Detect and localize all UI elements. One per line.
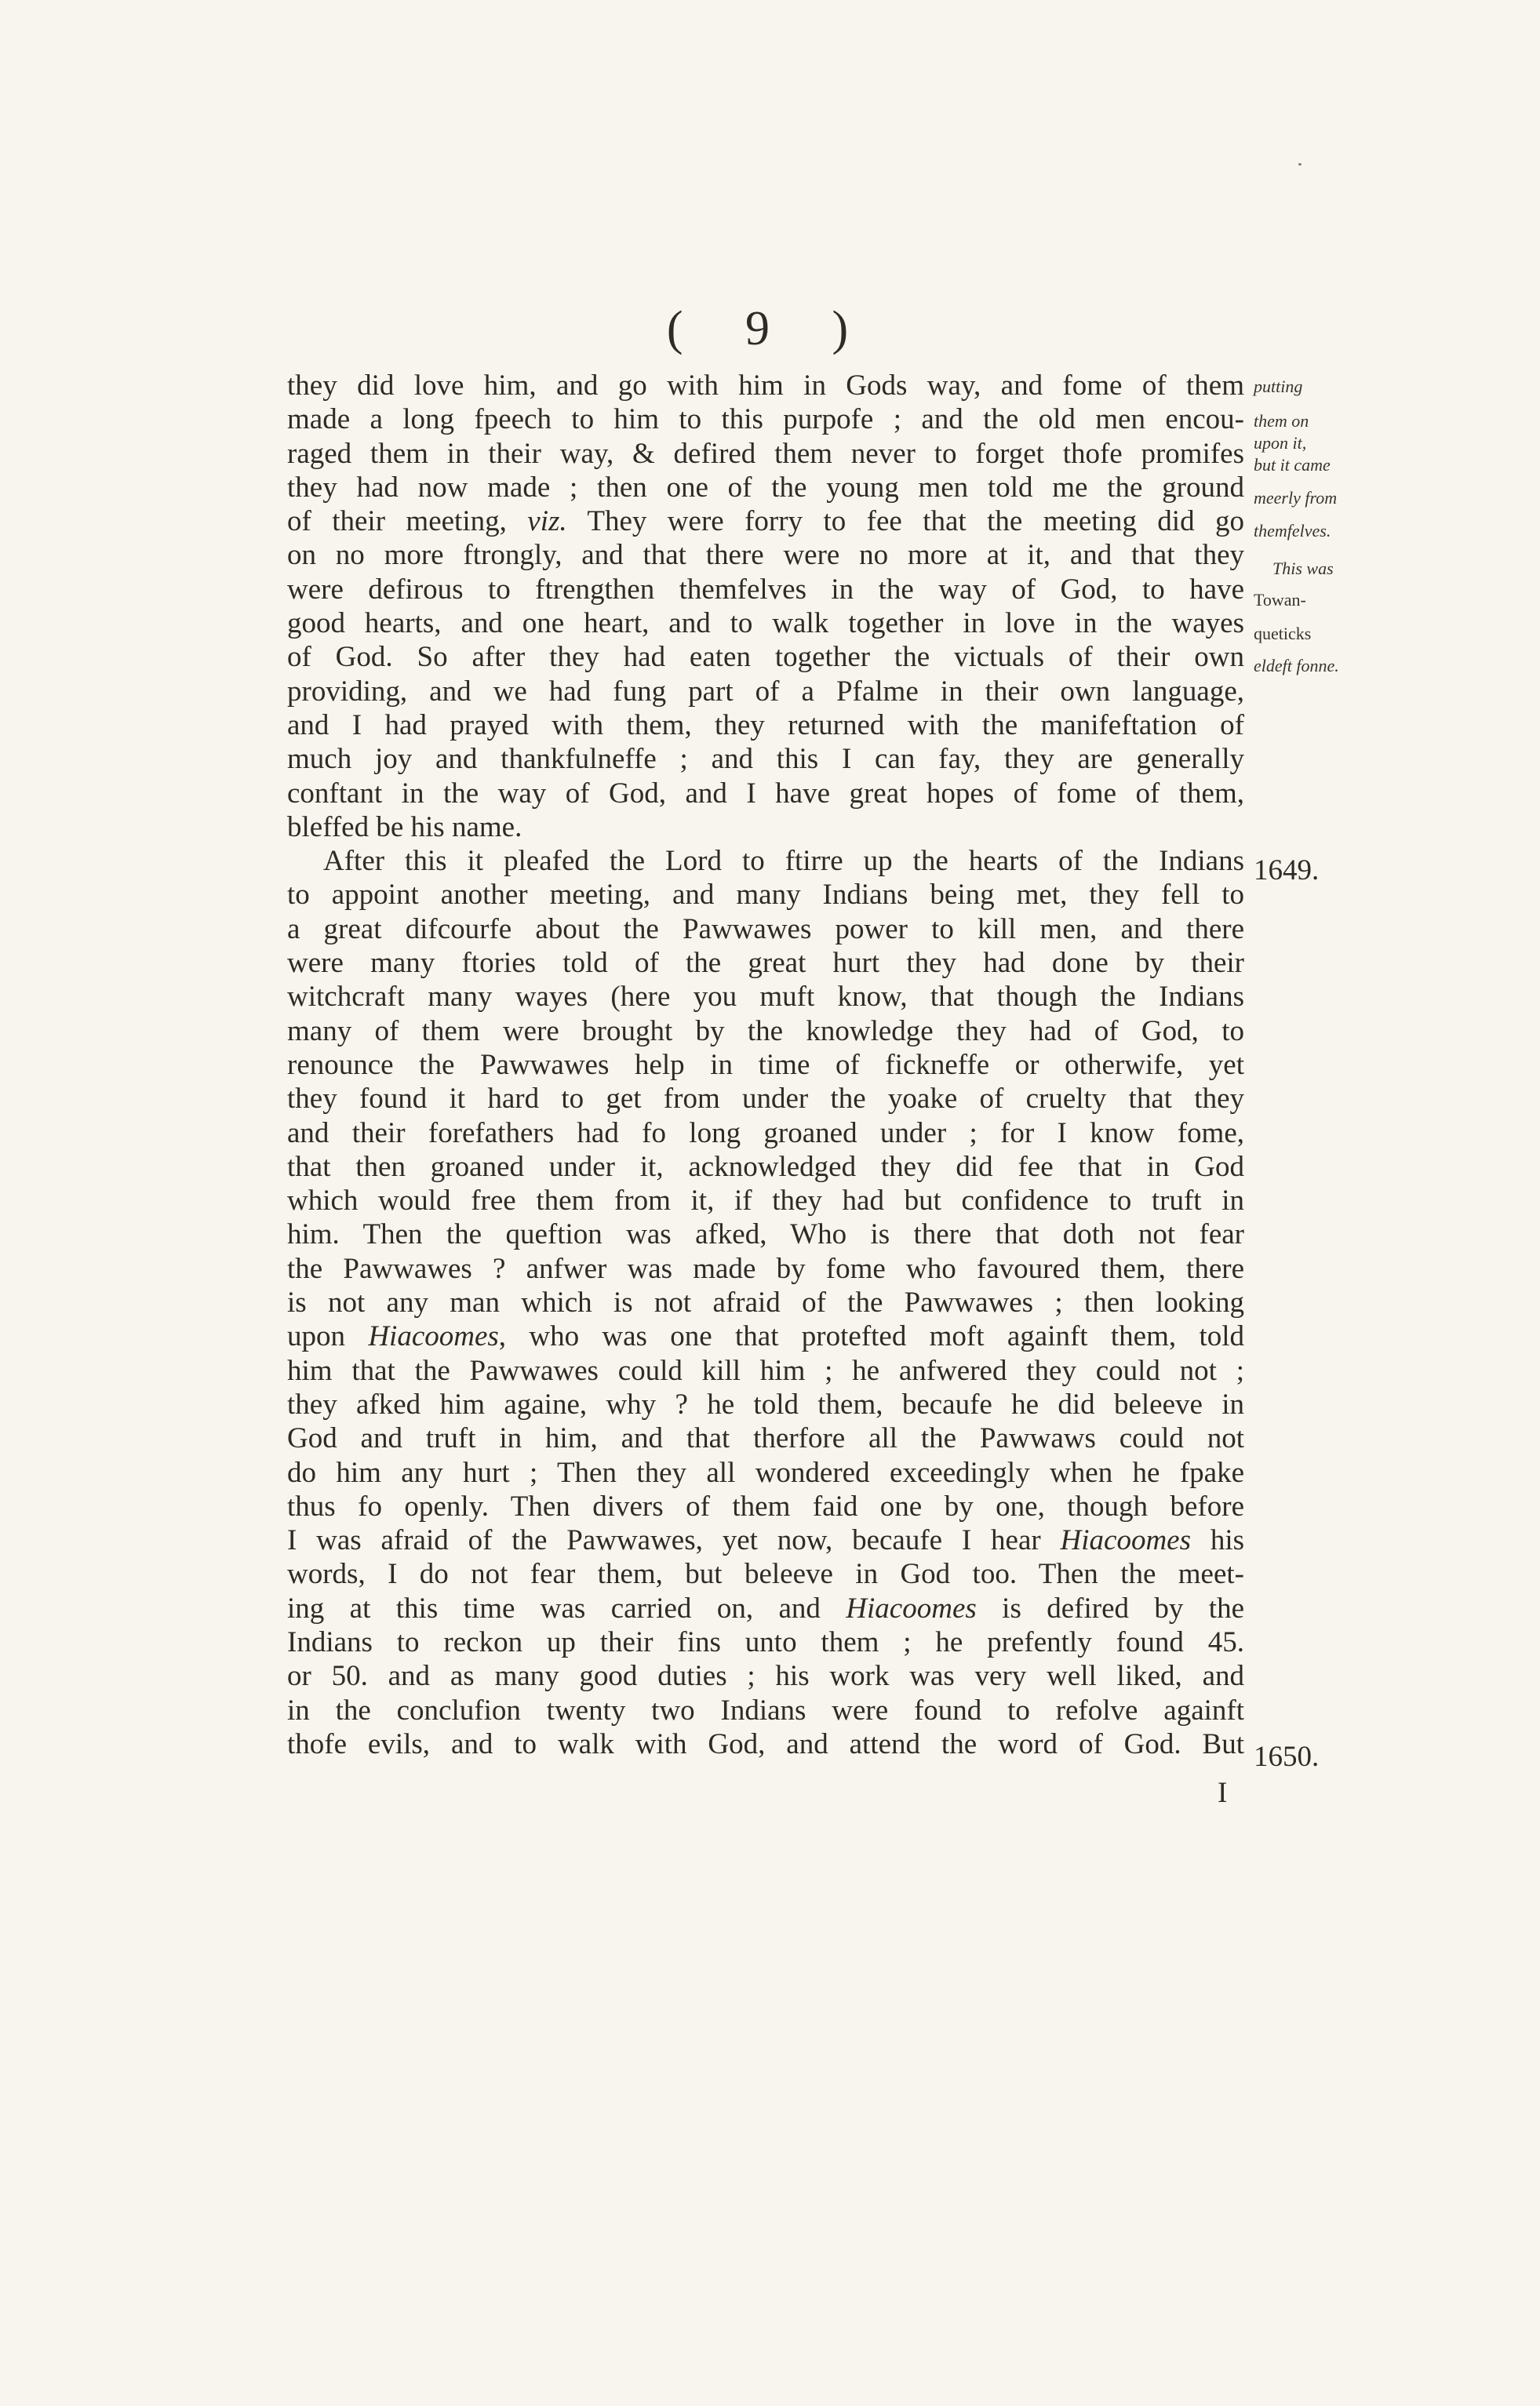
text-line: that then groaned under it, acknowledged they did fee that in God (287, 1150, 1244, 1183)
margin-note-line: but it came (1254, 455, 1331, 475)
text-line: renounce the Pawwawes help in time of fickneffe or otherwife, yet (287, 1048, 1244, 1081)
text-line: him that the Pawwawes could kill him ; he anfwered they could not ; (287, 1354, 1244, 1387)
text-line: on no more ftrongly, and that there were no more at it, and that they (287, 539, 1244, 572)
text-line: were defirous to ftrengthen themfelves in the way of God, to have (287, 573, 1244, 606)
text-line: thus fo openly. Then divers of them faid one by one, though before (287, 1490, 1244, 1523)
text-line: ing at this time was carried on, and Hiacoomes is defired by the (287, 1592, 1244, 1625)
margin-note-line: upon it, (1254, 433, 1307, 453)
text-line: After this it pleafed the Lord to ftirre up the hearts of the Indians (323, 845, 1244, 878)
margin-year: 1650. (1254, 1741, 1320, 1773)
margin-year: 1649. (1254, 854, 1320, 886)
page-number: ( 9 ) (666, 302, 874, 355)
text-line: good hearts, and one heart, and to walk together in love in the wayes (287, 607, 1244, 640)
text-line: in the conclufion twenty two Indians were found to refolve againft (287, 1694, 1244, 1727)
text-line: God and truft in him, and that therfore all the Pawwaws could not (287, 1422, 1244, 1455)
text-line: they found it hard to get from under the yoake of cruelty that they (287, 1083, 1244, 1116)
text-line: they did love him, and go with him in Gods way, and fome of them (287, 369, 1244, 402)
paper-speck (1298, 163, 1302, 166)
text-line: they afked him againe, why ? he told them, becaufe he did beleeve in (287, 1388, 1244, 1421)
text-line: witchcraft many wayes (here you muft know, that though the Indians (287, 981, 1244, 1014)
text-line: of God. So after they had eaten together the victuals of their own (287, 641, 1244, 674)
catchword: I (1218, 1777, 1228, 1809)
text-line: thofe evils, and to walk with God, and attend the word of God. But (287, 1727, 1244, 1760)
margin-note-line: queticks (1254, 624, 1312, 643)
text-line: I was afraid of the Pawwawes, yet now, becaufe I hear Hiacoomes his (287, 1524, 1244, 1557)
text-line: made a long fpeech to him to this purpofe ; and the old men encou- (287, 403, 1244, 436)
text-line: providing, and we had fung part of a Pfalme in their own language, (287, 675, 1244, 708)
text-line: they had now made ; then one of the young men told me the ground (287, 471, 1244, 504)
text-line: words, I do not fear them, but beleeve in God too. Then the meet- (287, 1558, 1244, 1591)
text-line: which would free them from it, if they had but confidence to truft in (287, 1185, 1244, 1218)
margin-note-line: Towan- (1254, 590, 1306, 610)
text-line: bleffed be his name. (287, 810, 522, 843)
margin-note-line: This was (1272, 559, 1334, 578)
margin-note-line: putting (1254, 377, 1303, 396)
margin-note-line: them on (1254, 411, 1309, 431)
text-line: upon Hiacoomes, who was one that protefted moft againft them, told (287, 1320, 1244, 1353)
text-line: do him any hurt ; Then they all wondered exceedingly when he fpake (287, 1456, 1244, 1489)
text-line: to appoint another meeting, and many Indians being met, they fell to (287, 879, 1244, 912)
text-line: the Pawwawes ? anfwer was made by fome who favoured them, there (287, 1252, 1244, 1285)
text-line: him. Then the queftion was afked, Who is there that doth not fear (287, 1218, 1244, 1251)
text-line: and their forefathers had fo long groaned under ; for I know fome, (287, 1116, 1244, 1149)
body-text (287, 369, 1244, 1761)
text-line: Indians to reckon up their fins unto them ; he prefently found 45. (287, 1625, 1244, 1658)
text-line: of their meeting, viz. They were forry to fee that the meeting did go (287, 505, 1244, 538)
margin-note-line: themfelves. (1254, 521, 1331, 541)
text-line: or 50. and as many good duties ; his work was very well liked, and (287, 1660, 1244, 1693)
text-line: were many ftories told of the great hurt they had done by their (287, 947, 1244, 980)
margin-note-line: meerly from (1254, 488, 1338, 508)
text-line: many of them were brought by the knowledge they had of God, to (287, 1014, 1244, 1047)
text-line: raged them in their way, & defired them never to forget thofe promifes (287, 437, 1244, 470)
text-line: conftant in the way of God, and I have great hopes of fome of them, (287, 777, 1244, 810)
text-line: and I had prayed with them, they returned with the manifeftation of (287, 708, 1244, 741)
text-line: a great difcourfe about the Pawwawes power to kill men, and there (287, 912, 1244, 945)
text-line: is not any man which is not afraid of the Pawwawes ; then looking (287, 1287, 1244, 1319)
text-line: much joy and thankfulneffe ; and this I can fay, they are generally (287, 743, 1244, 776)
margin-note-line: eldeft fonne. (1254, 656, 1339, 675)
